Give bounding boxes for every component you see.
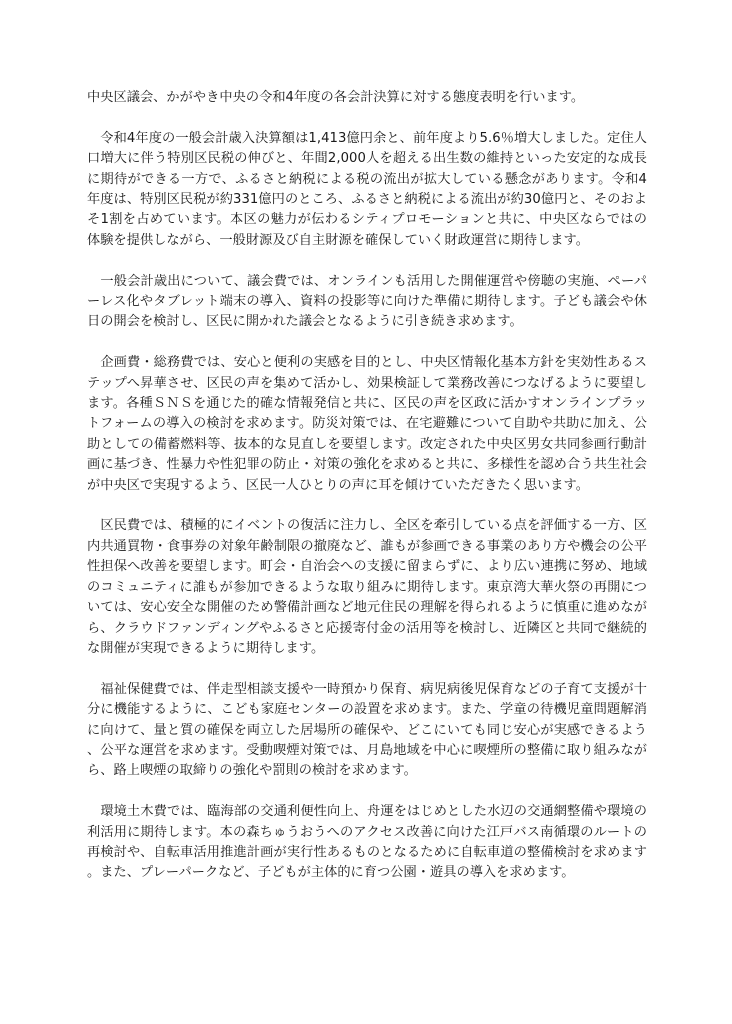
intro-paragraph: 中央区議会、かがやき中央の令和4年度の各会計決算に対する態度表明を行います。: [87, 90, 585, 105]
paragraph-revenue: 令和4年度の一般会計歳入決算額は1,413億円余と、前年度より5.6％増大しました。定住人口増大に伴う特別区民税の伸びと、年間2,000人を超える出生数の維持といった安定的な成長に期待ができる一方で、ふるさと納税による税の流出が拡大している懸念があります。令和4年度は、特別区民税が約331億円のところ、ふるさと納税による流出が約30億円と、そのおよそ1割を占めています。本区の魅力が伝わるシティプロモーションと共に、中央区ならではの体験を提供しながら、一般財源及び自主財源を確保していく財政運営に期待します。: [87, 130, 647, 248]
paragraph-planning-general-affairs: 企画費・総務費では、安心と便利の実感を目的とし、中央区情報化基本方針を実効性あるステップへ昇華させ、区民の声を集めて活かし、効果検証して業務改善につなげるように要望します。各種ＳＮＳを通じた的確な情報発信と共に、区民の声を区政に活かすオンラインプラットフォームの導入の検討を求めます。防災対策では、在宅避難について自助や共助に加え、公助としての備蓄燃料等、抜本的な見直しを要望します。改定された中央区男女共同参画行動計画に基づき、性暴力や性犯罪の防止・対策の強化を求めると共に、多様性を認め合う共生社会が中央区で実現するよう、区民一人ひとりの声に耳を傾けていただきたく思います。: [87, 355, 647, 493]
paragraph-environment-civil: 環境土木費では、臨海部の交通利便性向上、舟運をはじめとした水辺の交通網整備や環境の利活用に期待します。本の森ちゅうおうへのアクセス改善に向けた江戸バス南循環のルートの再検討や、自転車活用推進計画が実行性あるものとなるために自転車道の整備検討を求めます。また、プレーパークなど、子どもが主体的に育つ公園・遊具の導入を求めます。: [87, 804, 647, 881]
paragraph-welfare-health: 福祉保健費では、伴走型相談支援や一時預かり保育、病児病後児保育などの子育て支援が十分に機能するように、こども家庭センターの設置を求めます。また、学童の待機児童問題解消に向けて、量と質の確保を両立した居場所の確保や、どこにいても同じ安心が実感できるよう、公平な運営を求めます。受動喫煙対策では、月島地域を中心に喫煙所の整備に取り組みながら、路上喫煙の取締りの強化や罰則の検討を求めます。: [87, 681, 647, 779]
paragraph-citizens: 区民費では、積極的にイベントの復活に注力し、全区を牽引している点を評価する一方、区内共通買物・食事券の対象年齢制限の撤廃など、誰もが参画できる事業のあり方や機会の公平性担保へ改善を要望します。町会・自治会への支援に留まらずに、より広い連携に努め、地域のコミュニティに誰もが参加できるような取り組みに期待します。東京湾大華火祭の再開については、安心安全な開催のため警備計画など地元住民の理解を得られるように慎重に進めながら、クラウドファンディングやふるさと応援寄付金の活用等を検討し、近隣区と共同で継続的な開催が実現できるように期待します。: [87, 518, 647, 656]
paragraph-assembly: 一般会計歳出について、議会費では、オンラインも活用した開催運営や傍聴の実施、ペーパーレス化やタブレット端末の導入、資料の投影等に向けた準備に期待します。子ども議会や休日の開会を検討し、区民に開かれた議会となるように引き続き求めます。: [87, 273, 647, 330]
document-body: [87, 88, 647, 904]
